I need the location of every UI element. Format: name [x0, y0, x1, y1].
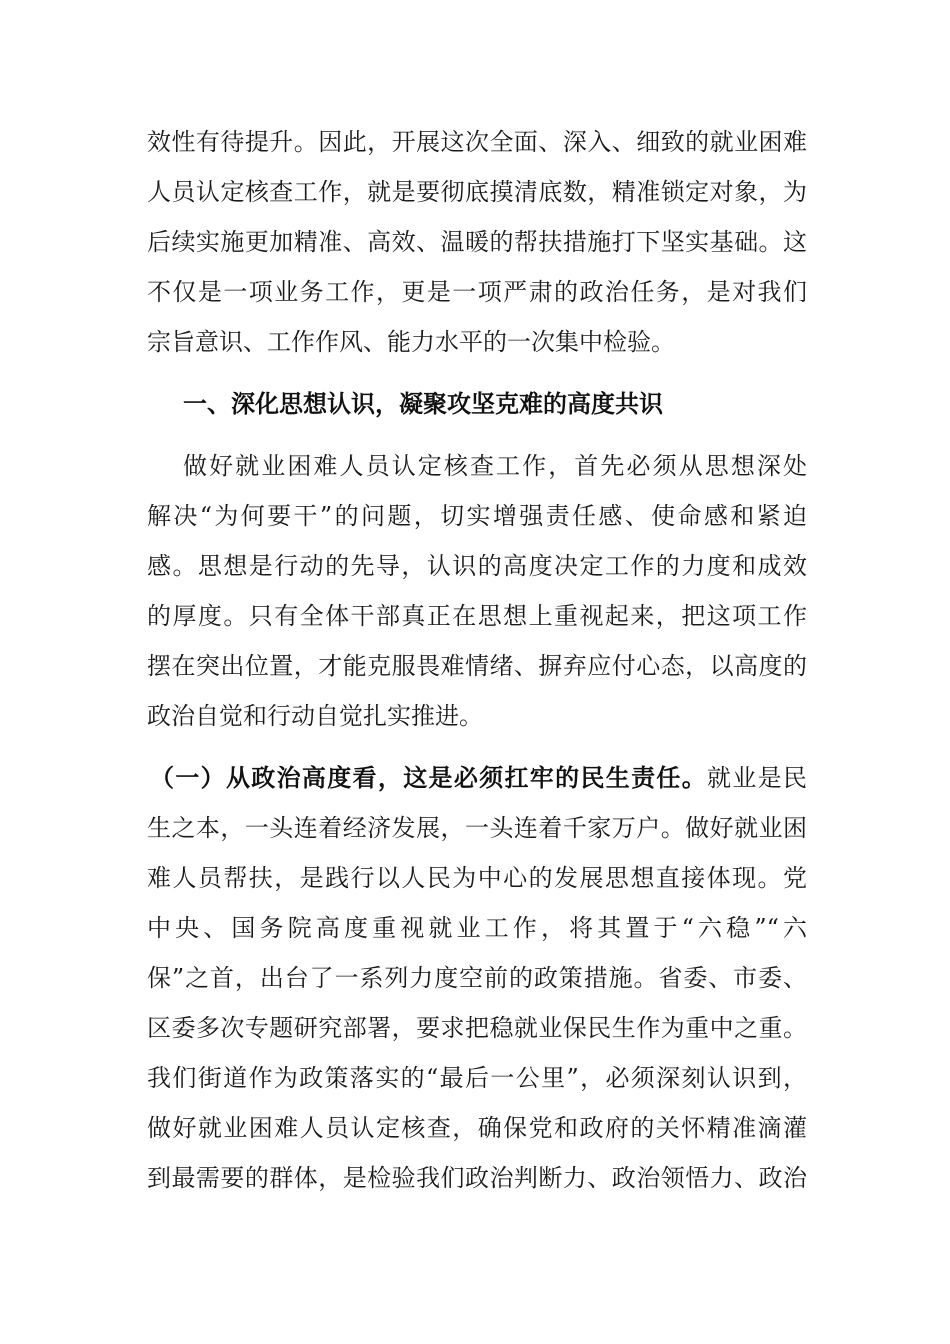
paragraph-line: 摆在突出位置，才能克服畏难情绪、摒弃应付心态，以高度的	[147, 652, 807, 680]
paragraph-line: 人员认定核查工作，就是要彻底摸清底数，精准锁定对象，为	[147, 178, 807, 206]
paragraph-line: 做好就业困难人员认定核查工作，首先必须从思想深处	[183, 452, 807, 480]
paragraph-line: 政治自觉和行动自觉扎实推进。	[147, 702, 483, 730]
subsection-first-line	[150, 760, 807, 796]
paragraph-line: 到最需要的群体，是检验我们政治判断力、政治领悟力、政治	[147, 1164, 807, 1192]
section-heading: 一、深化思想认识，凝聚攻坚克难的高度共识	[183, 390, 663, 418]
paragraph-line: 感。思想是行动的先导，认识的高度决定工作的力度和成效	[147, 552, 807, 580]
paragraph-line: 保”之首，出台了一系列力度空前的政策措施。省委、市委、	[147, 964, 807, 992]
paragraph-line: 不仅是一项业务工作，更是一项严肃的政治任务，是对我们	[147, 278, 807, 306]
paragraph-line: 生之本，一头连着经济发展，一头连着千家万户。做好就业困	[147, 814, 807, 842]
subsection-heading: （一）从政治高度看，这是必须扛牢的民生责任。	[150, 764, 708, 792]
paragraph-line: 中央、国务院高度重视就业工作，将其置于“六稳”“六	[147, 914, 807, 942]
paragraph-line: 的厚度。只有全体干部真正在思想上重视起来，把这项工作	[147, 602, 807, 630]
paragraph-line: 效性有待提升。因此，开展这次全面、深入、细致的就业困难	[147, 128, 807, 156]
subsection-first-line-text: 就业是民	[707, 764, 808, 792]
paragraph-line: 解决“为何要干”的问题，切实增强责任感、使命感和紧迫	[147, 502, 807, 530]
paragraph-line: 宗旨意识、工作作风、能力水平的一次集中检验。	[147, 328, 675, 356]
paragraph-line: 做好就业困难人员认定核查，确保党和政府的关怀精准滴灌	[147, 1114, 807, 1142]
paragraph-line: 我们街道作为政策落实的“最后一公里”，必须深刻认识到，	[147, 1064, 807, 1092]
paragraph-line: 区委多次专题研究部署，要求把稳就业保民生作为重中之重。	[147, 1014, 807, 1042]
paragraph-line: 难人员帮扶，是践行以人民为中心的发展思想直接体现。党	[147, 864, 807, 892]
paragraph-line: 后续实施更加精准、高效、温暖的帮扶措施打下坚实基础。这	[147, 228, 807, 256]
